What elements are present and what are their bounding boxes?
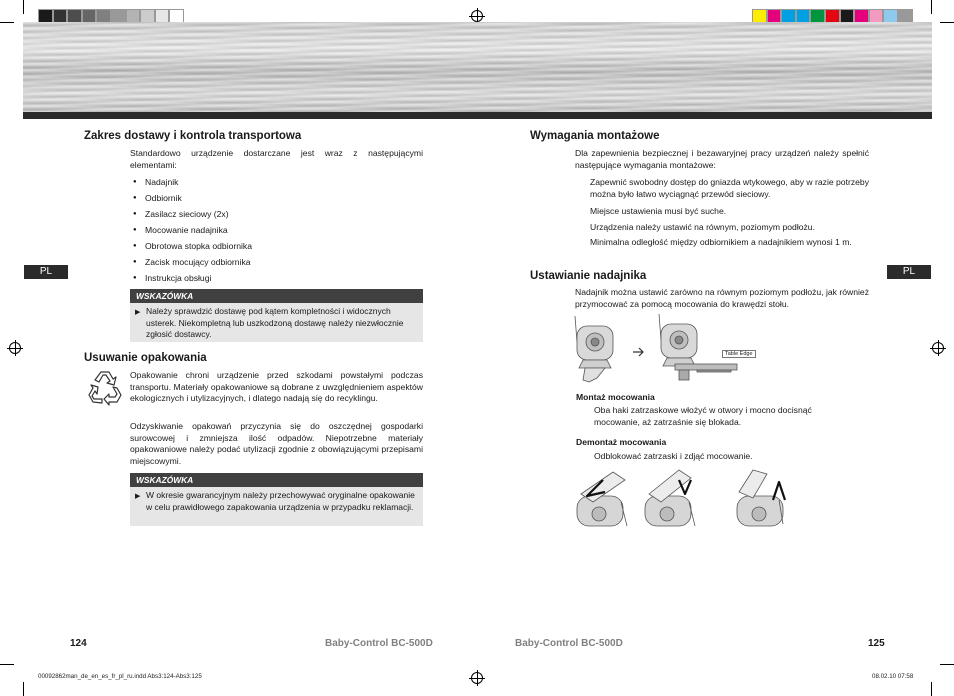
requirement-4: Minimalna odległość między odbiornikiem a nadajnikiem wynosi 1 m. bbox=[590, 237, 852, 247]
color-swatch bbox=[752, 9, 767, 23]
tip-text: W okresie gwarancyjnym należy przechowywać oryginalne opakowanie w celu prawidłowego zapakowania urządzenia w przypadku reklamacji. bbox=[146, 490, 415, 512]
color-swatch bbox=[67, 9, 82, 23]
section-title-transmitter-setup: Ustawianie nadajnika bbox=[530, 270, 647, 282]
delivery-intro: Standardowo urządzenie dostarczane jest wraz z następującymi elementami: bbox=[130, 148, 423, 170]
table-edge-label: Table Edge bbox=[722, 350, 756, 358]
file-slug: 00092862man_de_en_es_fr_pl_ru.indd Abs3:124-Abs3:125 bbox=[38, 673, 202, 680]
color-swatch bbox=[883, 9, 898, 23]
registration-mark-right bbox=[932, 342, 944, 354]
color-swatch bbox=[796, 9, 811, 23]
page-number-right: 125 bbox=[868, 638, 885, 649]
requirement-3: Urządzenia należy ustawić na równym, poziomym podłożu. bbox=[590, 222, 815, 232]
language-tag-left: PL bbox=[24, 265, 68, 279]
registration-mark-top bbox=[471, 10, 483, 22]
model-name-right: Baby-Control BC-500D bbox=[515, 638, 623, 649]
mount-text: Oba haki zatrzaskowe włożyć w otwory i mocno docisnąć mocowanie, aż zatrzaśnie się blokada. bbox=[594, 405, 812, 427]
language-tag-right: PL bbox=[887, 265, 931, 279]
color-swatch bbox=[140, 9, 155, 23]
color-swatch bbox=[869, 9, 884, 23]
list-item: ● Nadajnik bbox=[131, 176, 252, 192]
page-number-left: 124 bbox=[70, 638, 87, 649]
list-item: ● Odbiornik bbox=[131, 192, 252, 208]
crop-mark bbox=[23, 0, 24, 14]
delivery-items-list bbox=[131, 176, 252, 288]
color-swatch bbox=[781, 9, 796, 23]
crop-mark bbox=[0, 664, 14, 665]
crop-mark bbox=[0, 22, 14, 23]
tip-body bbox=[130, 487, 423, 526]
section-title-packaging: Usuwanie opakowania bbox=[84, 352, 207, 364]
color-swatch bbox=[111, 9, 126, 23]
crop-mark bbox=[931, 0, 932, 14]
model-name-left: Baby-Control BC-500D bbox=[325, 638, 433, 649]
packaging-paragraph-1: Opakowanie chroni urządzenie przed szkodami powstałymi podczas transportu. Materiały opakowaniowe są dobrane z uwzględnieniem aspektów ekologicznych i utylizacyjnych, i dlatego nadają się do recyklingu. bbox=[130, 370, 423, 404]
crop-mark bbox=[940, 22, 954, 23]
list-item: ● Zacisk mocujący odbiornika bbox=[131, 256, 252, 272]
registration-mark-left bbox=[9, 342, 21, 354]
color-swatch bbox=[810, 9, 825, 23]
color-swatch bbox=[155, 9, 170, 23]
mount-heading: Montaż mocowania bbox=[576, 392, 655, 402]
crop-mark bbox=[23, 682, 24, 696]
transmitter-setup-intro: Nadajnik można ustawić zarówno na równym poziomym podłożu, jak również przymocować za pomocą mocowania do krawędzi stołu. bbox=[575, 287, 869, 309]
requirement-1: Zapewnić swobodny dostęp do gniazda wtykowego, aby w razie potrzeby można było łatwo wyciągnąć przewód sieciowy. bbox=[590, 177, 869, 199]
list-item: ● Zasilacz sieciowy (2x) bbox=[131, 208, 252, 224]
demount-heading: Demontaż mocowania bbox=[576, 437, 667, 447]
color-swatch bbox=[53, 9, 68, 23]
print-date: 08.02.10 07:58 bbox=[872, 673, 914, 680]
left-color-bar bbox=[38, 9, 184, 23]
color-swatch bbox=[854, 9, 869, 23]
packaging-paragraph-2: Odzyskiwanie opakowań przyczynia się do oszczędnej gospodarki surowcowej i zmniejsza ilość odpadów. Niepotrzebne materiały opakowaniowe należy podać utylizacji zgodnie z obowiązującymi przepisami miejscowymi. bbox=[130, 421, 423, 466]
color-swatch bbox=[898, 9, 913, 23]
mount-removal-illustration bbox=[573, 466, 791, 530]
tip-header: WSKAZÓWKA bbox=[130, 473, 423, 487]
color-swatch bbox=[96, 9, 111, 23]
arrow-right-icon: ▶ bbox=[135, 309, 141, 316]
registration-mark-bottom bbox=[471, 672, 483, 684]
arrow-right-icon: ▶ bbox=[135, 493, 141, 500]
tip-text: Należy sprawdzić dostawę pod kątem kompletności i widocznych usterek. Niekompletną lub uszkodzoną dostawę należy niezwłocznie zgłosić dostawcy. bbox=[146, 306, 404, 339]
list-item: ● Instrukcja obsługi bbox=[131, 272, 252, 288]
requirement-2: Miejsce ustawienia musi być suche. bbox=[590, 206, 727, 216]
color-swatch bbox=[169, 9, 184, 23]
header-rule bbox=[23, 112, 932, 119]
header-metal-band bbox=[23, 22, 932, 112]
tip-header: WSKAZÓWKA bbox=[130, 289, 423, 303]
recycle-icon bbox=[86, 368, 124, 406]
section-title-delivery: Zakres dostawy i kontrola transportowa bbox=[84, 130, 302, 142]
right-color-bar bbox=[752, 9, 913, 23]
crop-mark bbox=[940, 664, 954, 665]
list-item: ● Mocowanie nadajnika bbox=[131, 224, 252, 240]
color-swatch bbox=[126, 9, 141, 23]
mounting-intro: Dla zapewnienia bezpiecznej i bezawaryjnej pracy urządzeń należy spełnić następujące wymagania montażowe: bbox=[575, 148, 869, 170]
color-swatch bbox=[82, 9, 97, 23]
color-swatch bbox=[38, 9, 53, 23]
color-swatch bbox=[840, 9, 855, 23]
section-title-mounting: Wymagania montażowe bbox=[530, 130, 660, 142]
demount-text: Odblokować zatrzaski i zdjąć mocowanie. bbox=[594, 451, 753, 461]
list-item: ● Obrotowa stopka odbiornika bbox=[131, 240, 252, 256]
tip-body bbox=[130, 303, 423, 342]
color-swatch bbox=[825, 9, 840, 23]
color-swatch bbox=[767, 9, 782, 23]
crop-mark bbox=[931, 682, 932, 696]
